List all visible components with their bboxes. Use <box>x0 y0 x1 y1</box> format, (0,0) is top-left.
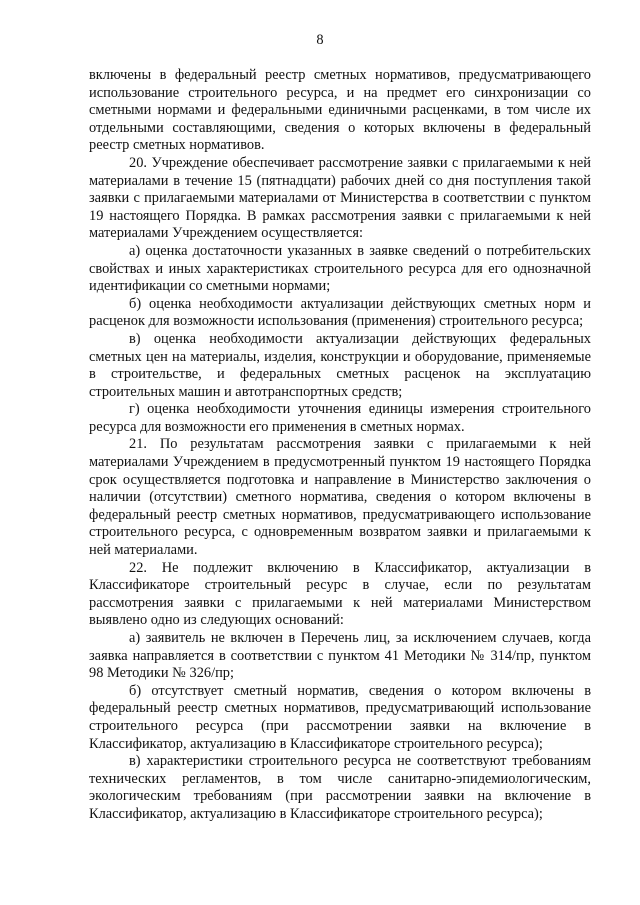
page-number: 8 <box>316 32 324 48</box>
paragraph: а) оценка достаточности указанных в заявке сведений о потребительских свойствах и иных характеристиках строительного ресурса для его однозначной идентификации со сметными нормами; <box>89 242 591 295</box>
paragraph: включены в федеральный реестр сметных нормативов, предусматривающего использование строительного ресурса, и на предмет его синхронизации со сметными нормами и федеральными единичными расценками, в том числе их отдельными составляющими, сведения о которых включены в федеральный реестр сметных нормативов. <box>89 67 591 154</box>
paragraph: а) заявитель не включен в Перечень лиц, за исключением случаев, когда заявка направляется в соответствии с пунктом 41 Методики № 314/пр, пунктом 98 Методики № 326/пр; <box>89 630 591 682</box>
paragraph: в) характеристики строительного ресурса не соответствуют требованиям технических регламентов, в том числе санитарно-эпидемиологическим, экологическим требованиям (при рассмотрении заявки на включение в Классификатор, актуализацию в Классификаторе строительного ресурса); <box>89 753 591 822</box>
paragraph: б) оценка необходимости актуализации действующих сметных норм и расценок для возможности использования (применения) строительного ресурса; <box>89 295 591 330</box>
document-body <box>89 67 591 824</box>
paragraph: 20. Учреждение обеспечивает рассмотрение заявки с прилагаемыми к ней материалами в течение 15 (пятнадцати) рабочих дней со дня поступления такой заявки с прилагаемыми материалами от Министерства в соответствии с пунктом 19 настоящего Порядка. В рамках рассмотрения заявки с прилагаемыми к ней материалами Учреждением осуществляется: <box>89 154 591 242</box>
paragraph: г) оценка необходимости уточнения единицы измерения строительного ресурса для возможности его применения в сметных нормах. <box>89 401 591 435</box>
paragraph: б) отсутствует сметный норматив, сведения о котором включены в федеральный реестр сметных нормативов, предусматривающий использование строительного ресурса (при рассмотрении заявки на включение в Классификатор, актуализацию в Классификаторе строительного ресурса); <box>89 682 591 752</box>
paragraph: 21. По результатам рассмотрения заявки с прилагаемыми к ней материалами Учреждением в предусмотренный пунктом 19 настоящего Порядка срок осуществляется подготовка и направление в Министерство заключения о наличии (отсутствии) сметного норматива, сведения о котором включены в федеральный реестр сметных нормативов, предусматривающего использование строительного ресурса, с одновременным возвратом заявки и прилагаемыми к ней материалами. <box>89 436 591 559</box>
paragraph: в) оценка необходимости актуализации действующих федеральных сметных цен на материалы, изделия, конструкции и оборудование, применяемые в строительстве, и федеральных сметных расценок на эксплуатацию строительных машин и автотранспортных средств; <box>89 330 591 400</box>
paragraph: 22. Не подлежит включению в Классификатор, актуализации в Классификаторе строительный ресурс в случае, если по результатам рассмотрения заявки с прилагаемыми к ней материалами Министерством выявлено одно из следующих оснований: <box>89 559 591 629</box>
